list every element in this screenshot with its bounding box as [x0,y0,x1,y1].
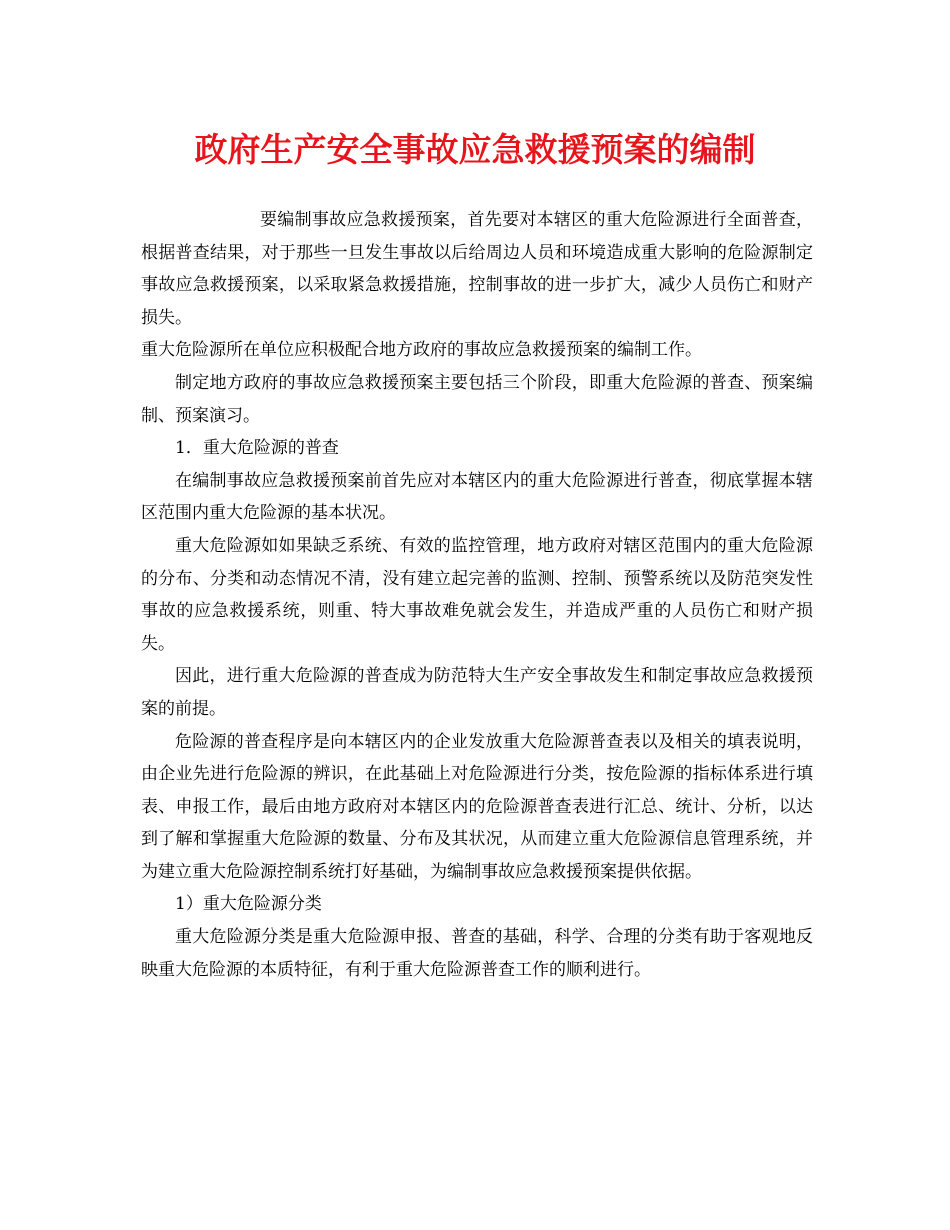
paragraph-survey-first: 在编制事故应急救援预案前首先应对本辖区内的重大危险源进行普查，彻底掌握本辖区范围内重大危险源的基本状况。 [141,470,813,524]
section-heading-survey: 1．重大危险源的普查 [175,438,339,459]
paragraph-cooperation: 重大危险源所在单位应积极配合地方政府的事故应急救援预案的编制工作。 [141,340,702,361]
subsection-heading-classification: 1）重大危险源分类 [175,894,322,915]
paragraph-therefore: 因此，进行重大危险源的普查成为防范特大生产安全事故发生和制定事故应急救援预案的前提。 [141,666,813,719]
document-title: 政府生产安全事故应急救援预案的编制 [194,130,756,169]
paragraph-three-stages: 制定地方政府的事故应急救援预案主要包括三个阶段，即重大危险源的普查、预案编制、预案演习。 [141,372,813,426]
paragraph-survey-procedure: 危险源的普查程序是向本辖区内的企业发放重大危险源普查表以及相关的填表说明，由企业先进行危险源的辨识，在此基础上对危险源进行分类，按危险源的指标体系进行填表、申报工作，最后由地方政府对本辖区内的危险源普查表进行汇总、统计、分析，以达到了解和掌握重大危险源的数量、分布及其状况，从而建立重大危险源信息管理系统，并为建立重大危险源控制系统打好基础，为编制事故应急救援预案提供依据。 [141,731,813,882]
paragraph-lack-of-control: 重大危险源如如果缺乏系统、有效的监控管理，地方政府对辖区范围内的重大危险源的分布、分类和动态情况不清，没有建立起完善的监测、控制、预警系统以及防范突发性事故的应急救援系统，则重、特大事故难免就会发生，并造成严重的人员伤亡和财产损失。 [141,535,813,654]
document-body [141,204,813,986]
paragraph-intro: 要编制事故应急救援预案，首先要对本辖区的重大危险源进行全面普查，根据普查结果，对于那些一旦发生事故以后给周边人员和环境造成重大影响的危险源制定事故应急救援预案，以采取紧急救援措施，控制事故的进一步扩大，减少人员伤亡和财产损失。 [141,210,813,328]
paragraph-classification: 重大危险源分类是重大危险源申报、普查的基础，科学、合理的分类有助于客观地反映重大危险源的本质特征，有利于重大危险源普查工作的顺利进行。 [141,927,813,980]
